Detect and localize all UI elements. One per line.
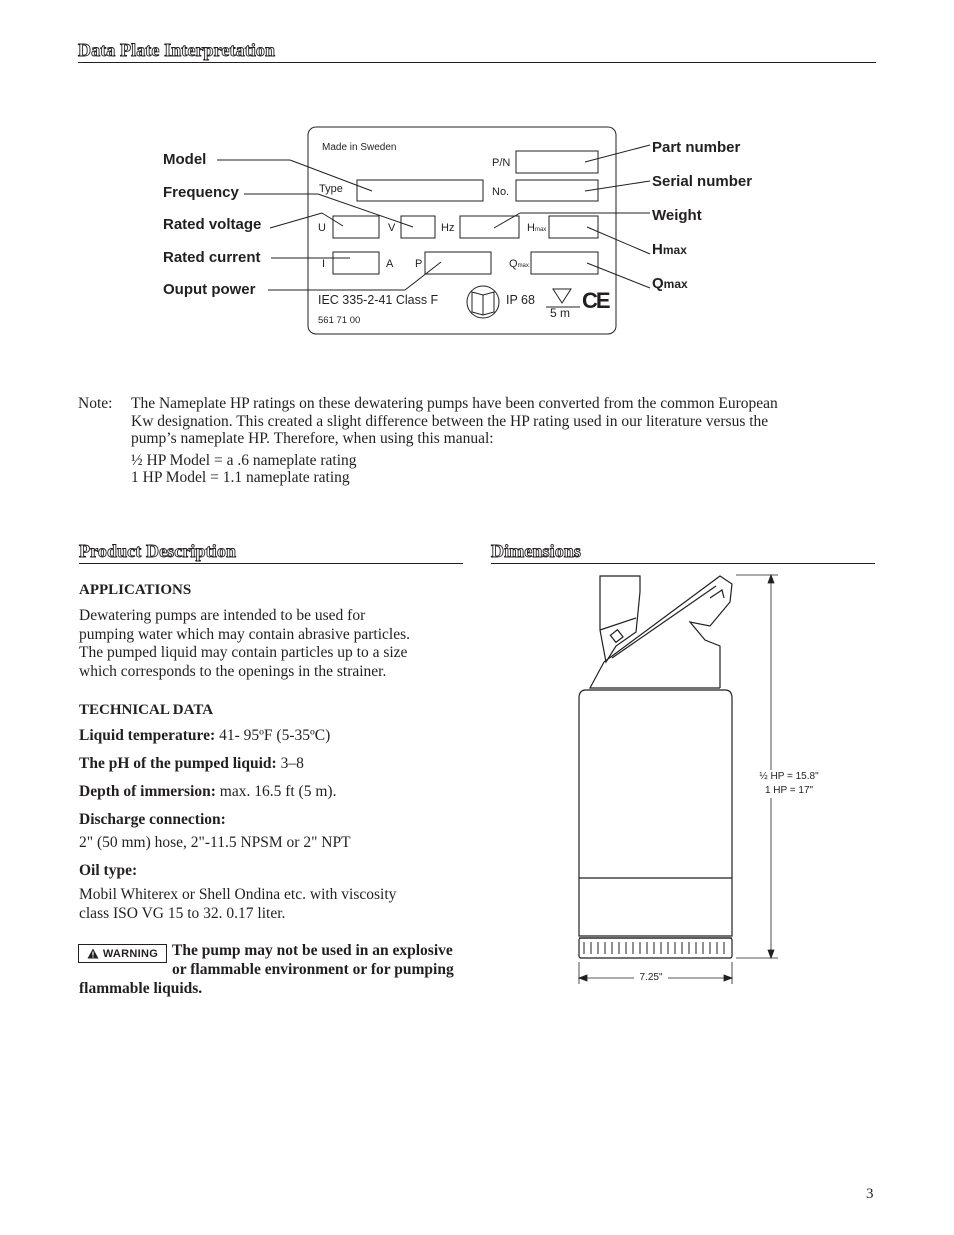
label-model: Model xyxy=(163,151,207,168)
dimensions-title: Dimensions xyxy=(491,541,582,561)
label-rated-voltage: Rated voltage xyxy=(163,216,262,233)
label-hmax-main: H xyxy=(652,241,663,258)
field-hz xyxy=(460,216,519,238)
applications-line: The pumped liquid may contain particles up to a size xyxy=(79,644,408,661)
label-rated-current: Rated current xyxy=(163,249,261,266)
plate-q-sub: max xyxy=(517,263,529,269)
spec-label: The pH of the pumped liquid: xyxy=(79,755,277,772)
page-number: 3 xyxy=(866,1186,874,1202)
plate-h-label xyxy=(527,222,546,234)
spec-depth xyxy=(79,783,336,802)
plate-q-main: Q xyxy=(509,258,518,270)
warning-line-1: The pump may not be used in an explosive xyxy=(172,942,453,959)
manual-book-icon xyxy=(467,286,499,318)
pump-shoulder xyxy=(590,662,720,688)
height-dimension xyxy=(736,575,778,958)
dimensions-rule xyxy=(491,563,875,564)
plate-pn-label: P/N xyxy=(492,157,511,169)
spec-ph xyxy=(79,755,304,774)
plate-iec: IEC 335-2-41 Class F xyxy=(318,293,439,307)
data-plate-diagram xyxy=(0,0,954,360)
product-description-title: Product Description xyxy=(79,541,237,561)
oil-line: class ISO VG 15 to 32. 0.17 liter. xyxy=(79,904,286,922)
label-weight: Weight xyxy=(652,207,702,224)
note-line: The Nameplate HP ratings on these dewatering pumps have been converted from the common European xyxy=(131,395,778,412)
note-line: pump’s nameplate HP. Therefore, when using this manual: xyxy=(131,430,494,447)
label-output-power: Ouput power xyxy=(163,281,256,298)
ce-mark: CE xyxy=(582,288,609,313)
plate-i-label: I xyxy=(322,258,326,270)
height-one-hp: 1 HP = 17" xyxy=(764,785,814,796)
note-label: Note: xyxy=(78,395,113,412)
field-v xyxy=(401,216,435,238)
note-line: Kw designation. This created a slight difference between the HP rating used in our literature versus the xyxy=(131,412,769,430)
warning-badge xyxy=(78,944,167,963)
plate-depth: 5 m xyxy=(550,306,571,320)
applications-line: which corresponds to the openings in the strainer. xyxy=(79,662,387,680)
label-qmax-sub: max xyxy=(663,277,688,291)
plate-code: 561 71 00 xyxy=(318,315,361,326)
plate-h-sub: max xyxy=(534,227,547,233)
oil-label: Oil type: xyxy=(79,862,138,879)
spec-liquid-temperature xyxy=(79,727,330,746)
spec-value: 3–8 xyxy=(276,755,304,772)
product-rule xyxy=(79,563,463,564)
spec-value: max. 16.5 ft (5 m). xyxy=(215,783,337,800)
plate-v-label: V xyxy=(388,222,396,234)
page-title: Data Plate Interpretation xyxy=(78,40,276,60)
spec-label: Liquid temperature: xyxy=(79,727,216,744)
technical-heading: TECHNICAL DATA xyxy=(79,702,214,718)
warning-line-2: or flammable environment or for pumping xyxy=(172,961,454,978)
plate-hz-label: Hz xyxy=(441,222,455,234)
width-label: 7.25" xyxy=(639,972,663,983)
label-qmax-main: Q xyxy=(652,275,664,292)
height-half-hp: ½ HP = 15.8" xyxy=(759,771,819,782)
depth-triangle-icon xyxy=(553,289,571,303)
applications-heading: APPLICATIONS xyxy=(79,582,192,598)
label-serial-number: Serial number xyxy=(652,173,753,190)
pump-strainer xyxy=(579,938,732,958)
warning-line-3: flammable liquids. xyxy=(79,980,203,997)
field-p xyxy=(425,252,491,274)
note-line: ½ HP Model = a .6 nameplate rating xyxy=(131,451,357,469)
spec-label: Depth of immersion: xyxy=(79,783,216,800)
warning-triangle-icon xyxy=(87,948,99,959)
pump-body xyxy=(579,690,732,936)
plate-a-label: A xyxy=(386,258,394,270)
applications-line: Dewatering pumps are intended to be used for xyxy=(79,607,366,624)
plate-q-label xyxy=(509,258,529,270)
note-body xyxy=(131,395,778,487)
field-u xyxy=(333,216,379,238)
oil-line: Mobil Whiterex or Shell Ondina etc. with viscosity xyxy=(79,886,397,903)
field-i xyxy=(333,252,379,274)
field-hmax xyxy=(549,216,598,238)
discharge-label: Discharge connection: xyxy=(79,811,226,828)
plate-p-label: P xyxy=(415,258,423,270)
field-type xyxy=(357,180,483,201)
warning-badge-text: WARNING xyxy=(102,947,159,960)
note-line: 1 HP Model = 1.1 nameplate rating xyxy=(131,469,350,486)
discharge-value: 2" (50 mm) hose, 2"-11.5 NPSM or 2" NPT xyxy=(79,834,351,851)
applications-line: pumping water which may contain abrasive particles. xyxy=(79,625,410,643)
pump-handle xyxy=(604,576,732,688)
strainer-slots xyxy=(584,942,724,954)
applications-text xyxy=(79,607,410,681)
plate-type-label: Type xyxy=(319,183,343,195)
plate-u-label: U xyxy=(318,222,326,234)
leader-lines xyxy=(217,145,650,290)
plate-made-in: Made in Sweden xyxy=(322,142,397,153)
spec-value: 41- 95ºF (5-35ºC) xyxy=(215,727,331,744)
oil-text xyxy=(79,886,396,923)
plate-ip: IP 68 xyxy=(506,293,535,307)
label-hmax-sub: max xyxy=(662,243,687,257)
label-frequency: Frequency xyxy=(163,184,239,201)
label-part-number: Part number xyxy=(652,139,741,156)
height-label xyxy=(748,770,830,798)
plate-h-main: H xyxy=(527,222,535,234)
plate-no-label: No. xyxy=(492,186,510,198)
